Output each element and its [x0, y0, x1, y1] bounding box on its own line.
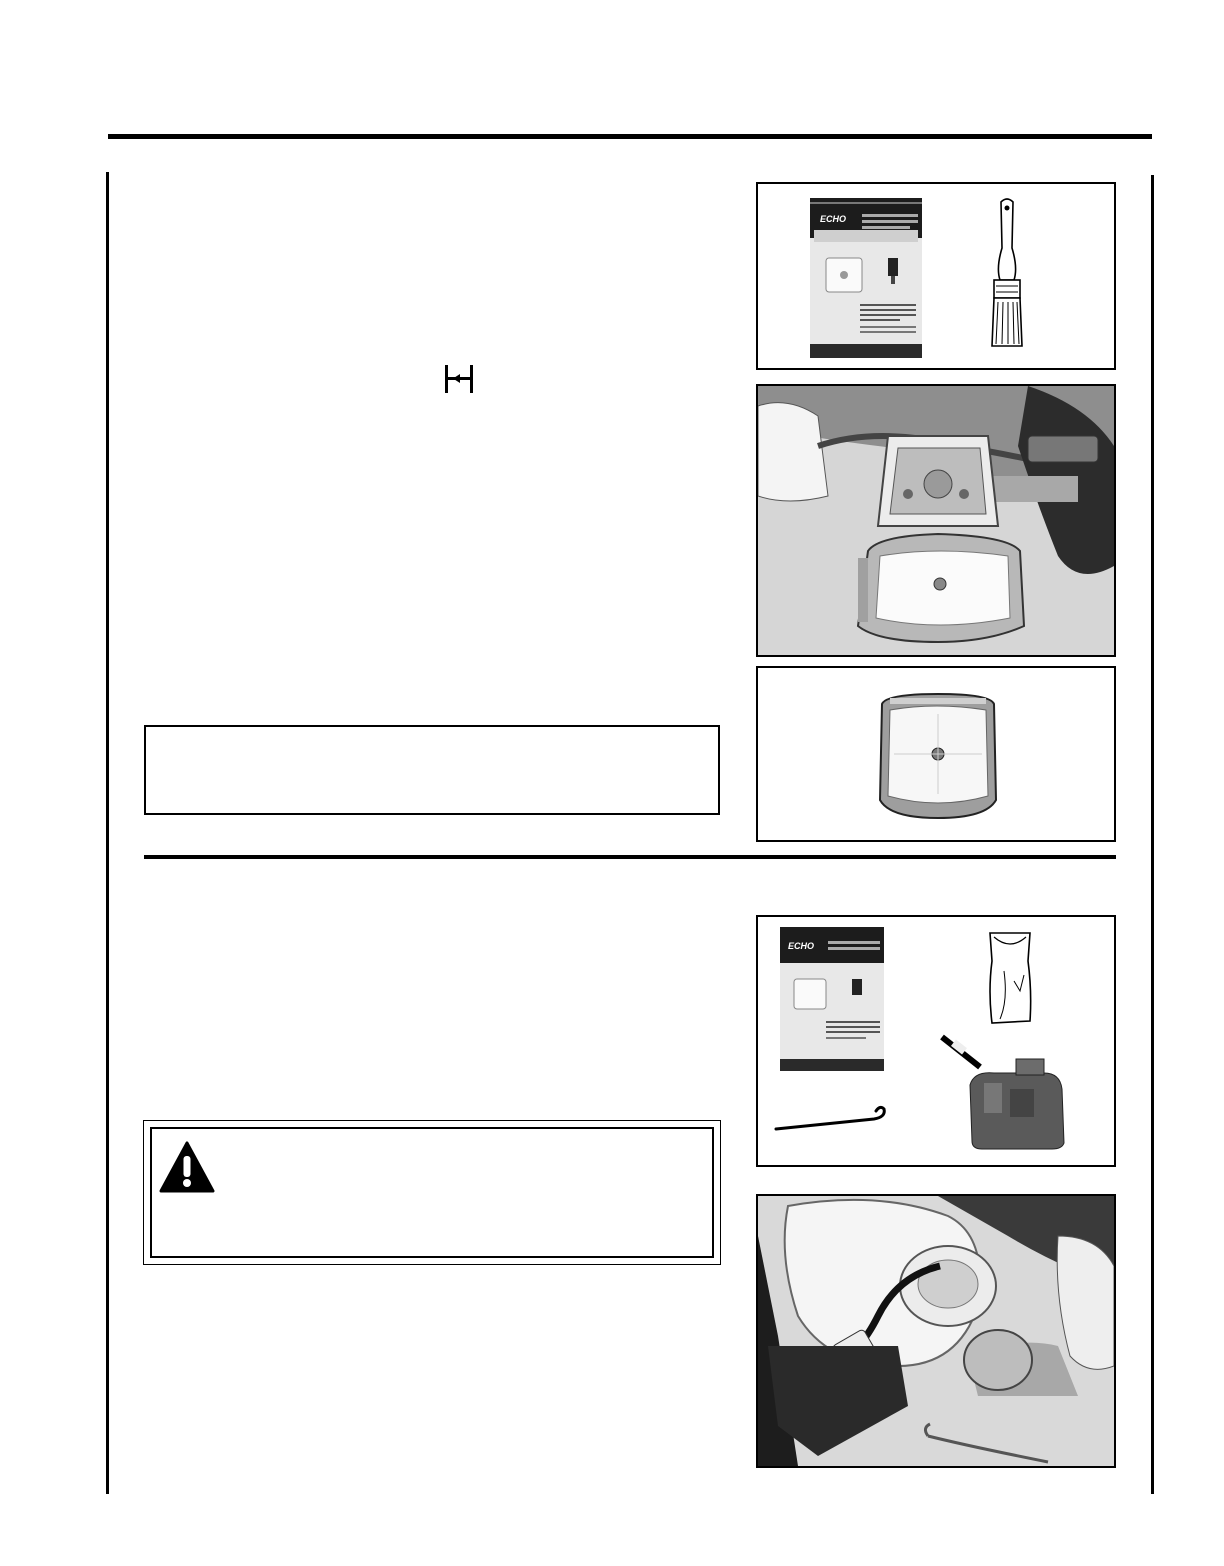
- warning-box-inner-border: [150, 1127, 714, 1258]
- echo-logo-text: ECHO: [820, 214, 847, 224]
- filter-kit-package: [810, 198, 922, 358]
- figure-fuel-filter-removal: [756, 1194, 1116, 1468]
- figure-filter-kit-brush: [756, 182, 1116, 370]
- top-header-rule: [108, 134, 1152, 139]
- figure-filter-element: [756, 666, 1116, 842]
- fuel-can: [934, 1033, 1070, 1153]
- section-divider-rule: [144, 855, 1116, 859]
- figure-fuel-filter-kit: [756, 915, 1116, 1167]
- right-margin-rule: [1151, 175, 1154, 1494]
- bracket-symbol-icon: [443, 364, 475, 394]
- hook-tool: [774, 1105, 890, 1135]
- warning-triangle-icon: [159, 1141, 215, 1193]
- filter-element-photo: [876, 692, 1000, 820]
- rag-icon: [984, 931, 1036, 1025]
- air-filter-removal-photo: [758, 386, 1114, 655]
- echo-logo-text-2: ECHO: [788, 941, 815, 951]
- fuel-filter-removal-photo: [758, 1196, 1114, 1466]
- paint-brush: [982, 196, 1032, 356]
- figure-air-filter-removal: [756, 384, 1116, 657]
- left-margin-rule: [106, 172, 109, 1494]
- warning-box: [143, 1120, 721, 1265]
- fuel-filter-kit-package: [780, 927, 884, 1071]
- note-box: [144, 725, 720, 815]
